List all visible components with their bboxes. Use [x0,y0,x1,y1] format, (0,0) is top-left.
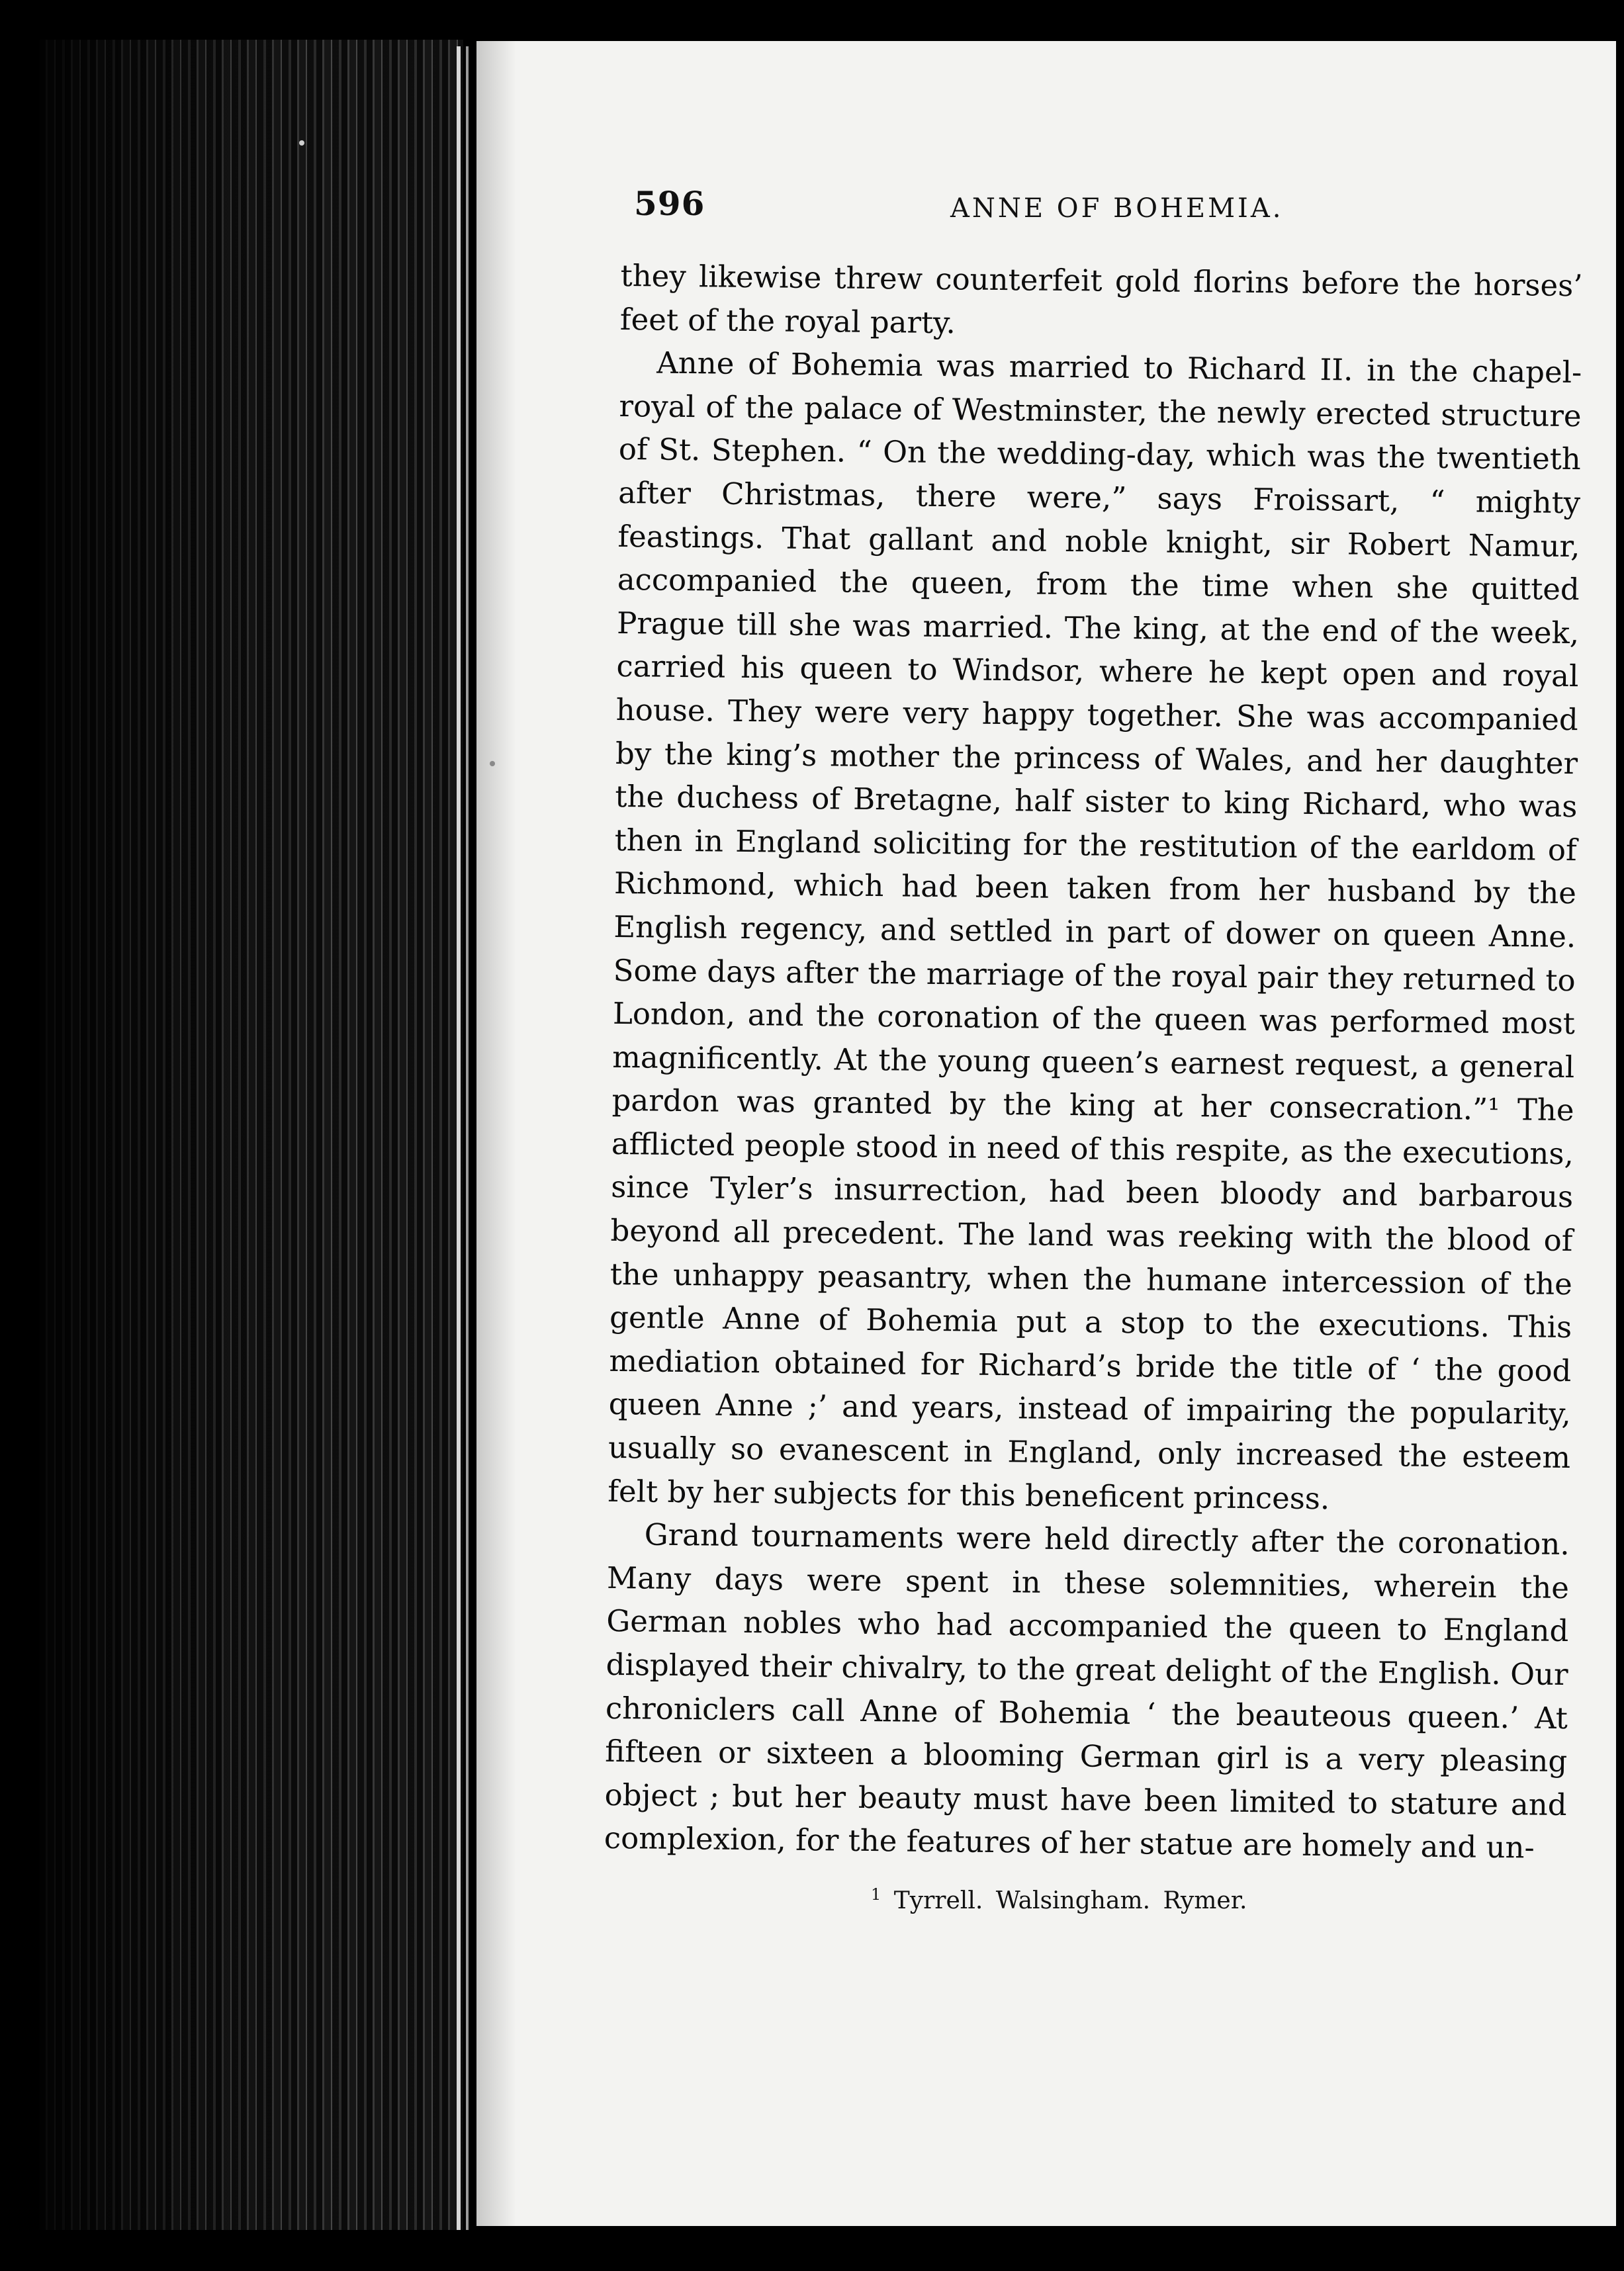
page-edges-shadow [40,40,463,2230]
paragraph: Grand tournaments were held directly after the coronation. Many days were spent in these solemnities, wherein the German nobles who had accompanied the queen to England displayed their chivalry, to the great delight of the English. Our chroniclers call Anne of Bohemia ‘ the beauteous queen.’ At fifteen or sixteen a blooming German girl is a very pleasing object ; but her beauty must have been limited to stature and complexion, for the features of her statue are homely and un- [604,1517,1570,1865]
footnote-marker: 1 [871,1885,881,1904]
running-title: ANNE OF BOHEMIA. [950,193,1284,224]
paragraph: Anne of Bohemia was married to Richard II. in the chapel-royal of the palace of Westminster, the newly erected structure of St. Stephen. “ On the wedding-day, which was the twentieth after Christmas, there were,” says Froissart, “ mighty feastings. That gallant and noble knight, sir Robert Namur, accompanied the queen, from the time when she quitted Prague till she was married. The king, at the end of the week, carried his queen to Windsor, where he kept open and royal house. They were very happy together. She was accompanied by the king’s mother the princess of Wales, and her daughter the duchess of Bretagne, half sister to king Richard, who was then in England soliciting for the restitution of the earldom of Richmond, which had been taken from her husband by the English regency, and settled in part of dower on queen Anne. Some days after the marriage of the royal pair they returned to London, and the coronation of the queen was performed most magnificently. At the young queen’s earnest request, a general pardon was granted by the king at her consecration.”¹ The afflicted people stood in need of this respite, as the executions, since Tyler’s insurrection, had been bloody and barbarous beyond all precedent. The land was reeking with the blood of the unhappy peasantry, when the humane intercession of the gentle Anne of Bohemia put a stop to the executions. This mediation obtained for Richard’s bride the title of ‘ the good queen Anne ;’ and years, instead of impairing the popularity, usually so evanescent in England, only increased the esteem felt by her subjects for this beneficent princess. [608,345,1582,1516]
page-header [634,184,1607,237]
scan-speck [490,761,495,766]
page-binding-shadow [476,41,516,2226]
body-text [604,254,1583,1870]
page-number: 596 [634,184,705,223]
footnote-text: Tyrrell. Walsingham. Rymer. [893,1887,1247,1914]
paragraph: they likewise threw counterfeit gold florins before the horses’ feet of the royal party. [619,257,1583,340]
footnote [871,1887,1247,1914]
gutter-line [466,46,469,2230]
gutter-line [457,46,461,2230]
scan-speck [299,140,304,146]
